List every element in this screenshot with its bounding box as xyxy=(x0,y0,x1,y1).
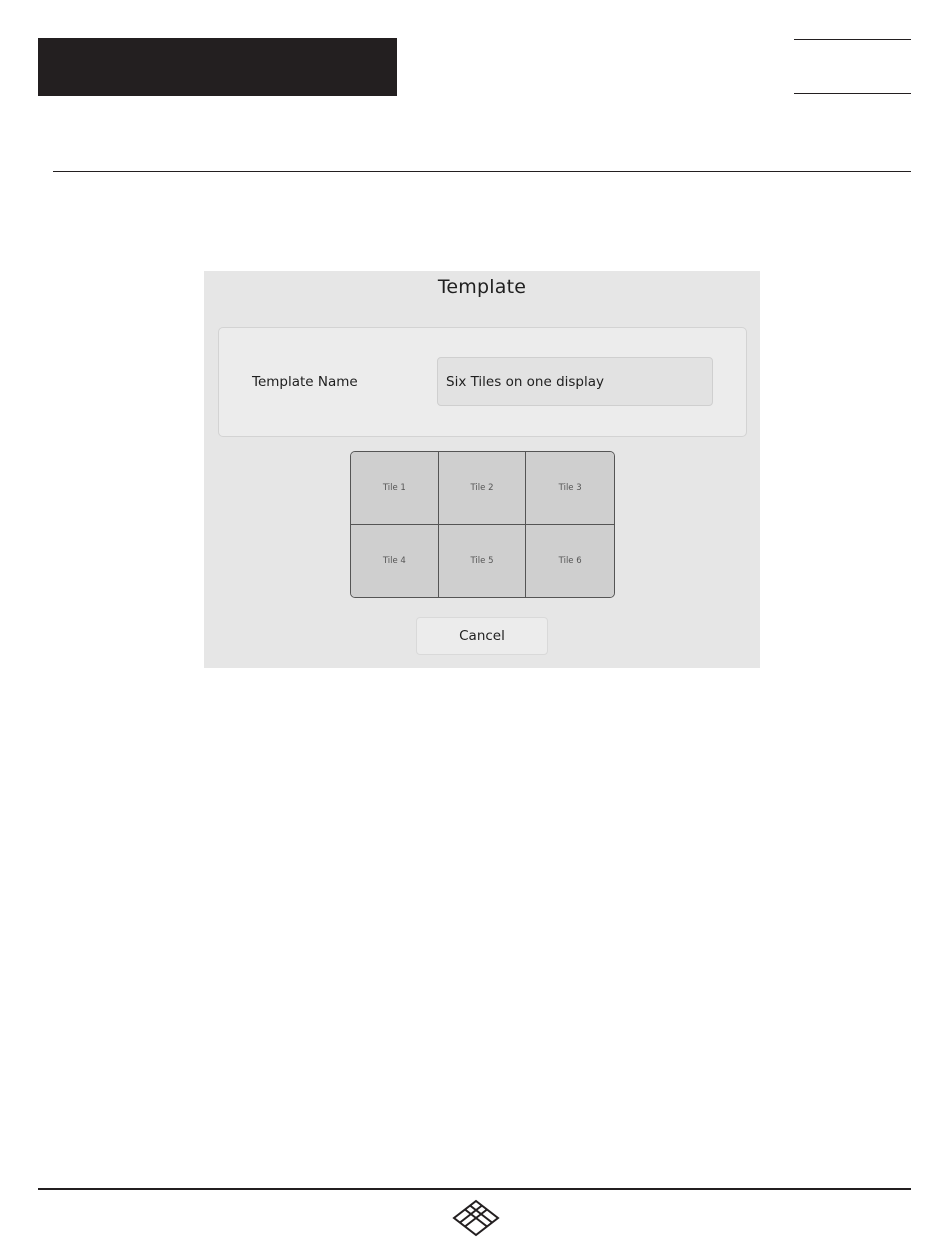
header-bar xyxy=(38,38,397,96)
template-dialog xyxy=(204,271,760,668)
template-name-panel xyxy=(218,327,747,437)
tile-layout-grid xyxy=(350,451,615,598)
header-rule-top xyxy=(794,39,911,40)
section-divider xyxy=(53,171,911,172)
tile-5[interactable]: Tile 5 xyxy=(439,525,527,598)
cube-logo-icon xyxy=(452,1199,500,1237)
tile-3[interactable]: Tile 3 xyxy=(526,452,614,525)
tile-4[interactable]: Tile 4 xyxy=(351,525,439,598)
tile-2[interactable]: Tile 2 xyxy=(439,452,527,525)
header-rule-bottom xyxy=(794,93,911,94)
footer-rule xyxy=(38,1188,911,1190)
template-name-label: Template Name xyxy=(252,374,358,390)
template-name-input[interactable] xyxy=(437,357,713,406)
dialog-title: Template xyxy=(437,276,527,298)
tile-6[interactable]: Tile 6 xyxy=(526,525,614,598)
tile-1[interactable]: Tile 1 xyxy=(351,452,439,525)
cancel-button[interactable]: Cancel xyxy=(416,617,548,655)
